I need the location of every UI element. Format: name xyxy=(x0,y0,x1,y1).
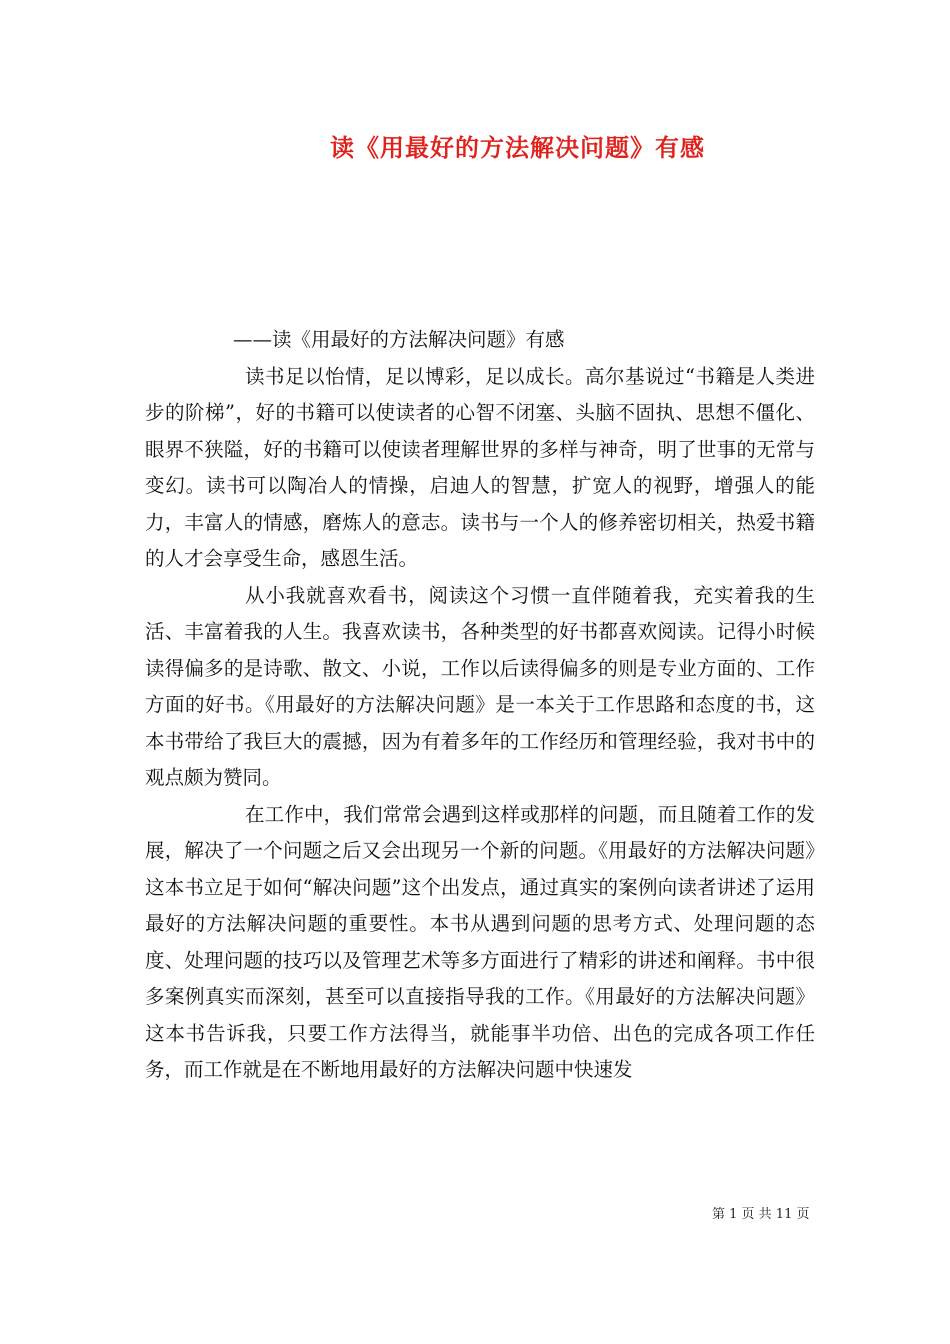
paragraph-2: 从小我就喜欢看书，阅读这个习惯一直伴随着我，充实着我的生活、丰富着我的人生。我喜欢读书，各种类型的好书都喜欢阅读。记得小时候读得偏多的是诗歌、散文、小说，工作以后读得偏多的则是专业方面的、工作方面的好书。《用最好的方法解决问题》是一本关于工作思路和态度的书，这本书带给了我巨大的震撼，因为有着多年的工作经历和管理经验，我对书中的观点颇为赞同。 xyxy=(145,583,815,789)
paragraph-1: 读书足以怡情，足以博彩，足以成长。高尔基说过“书籍是人类进步的阶梯”，好的书籍可以使读者的心智不闭塞、头脑不固执、思想不僵化、眼界不狭隘，好的书籍可以使读者理解世界的多样与神奇，明了世事的无常与变幻。读书可以陶冶人的情操，启迪人的智慧，扩宽人的视野，增强人的能力，丰富人的情感，磨炼人的意志。读书与一个人的修养密切相关，热爱书籍的人才会享受生命，感恩生活。 xyxy=(145,364,815,570)
page-number-footer: 第 1 页 共 11 页 xyxy=(712,1207,810,1222)
document-title: 读《用最好的方法解决问题》有感 xyxy=(330,133,705,162)
paragraph-3: 在工作中，我们常常会遇到这样或那样的问题，而且随着工作的发展，解决了一个问题之后又会出现另一个新的问题。《用最好的方法解决问题》这本书立足于如何“解决问题”这个出发点，通过真实的案例向读者讲述了运用最好的方法解决问题的重要性。本书从遇到问题的思考方式、处理问题的态度、处理问题的技巧以及管理艺术等多方面进行了精彩的讲述和阐释。书中很多案例真实而深刻，甚至可以直接指导我的工作。《用最好的方法解决问题》这本书告诉我，只要工作方法得当，就能事半功倍、出色的完成各项工作任务，而工作就是在不断地用最好的方法解决问题中快速发 xyxy=(145,802,815,1081)
document-body xyxy=(145,322,815,1089)
document-subtitle: ——读《用最好的方法解决问题》有感 xyxy=(233,328,565,351)
